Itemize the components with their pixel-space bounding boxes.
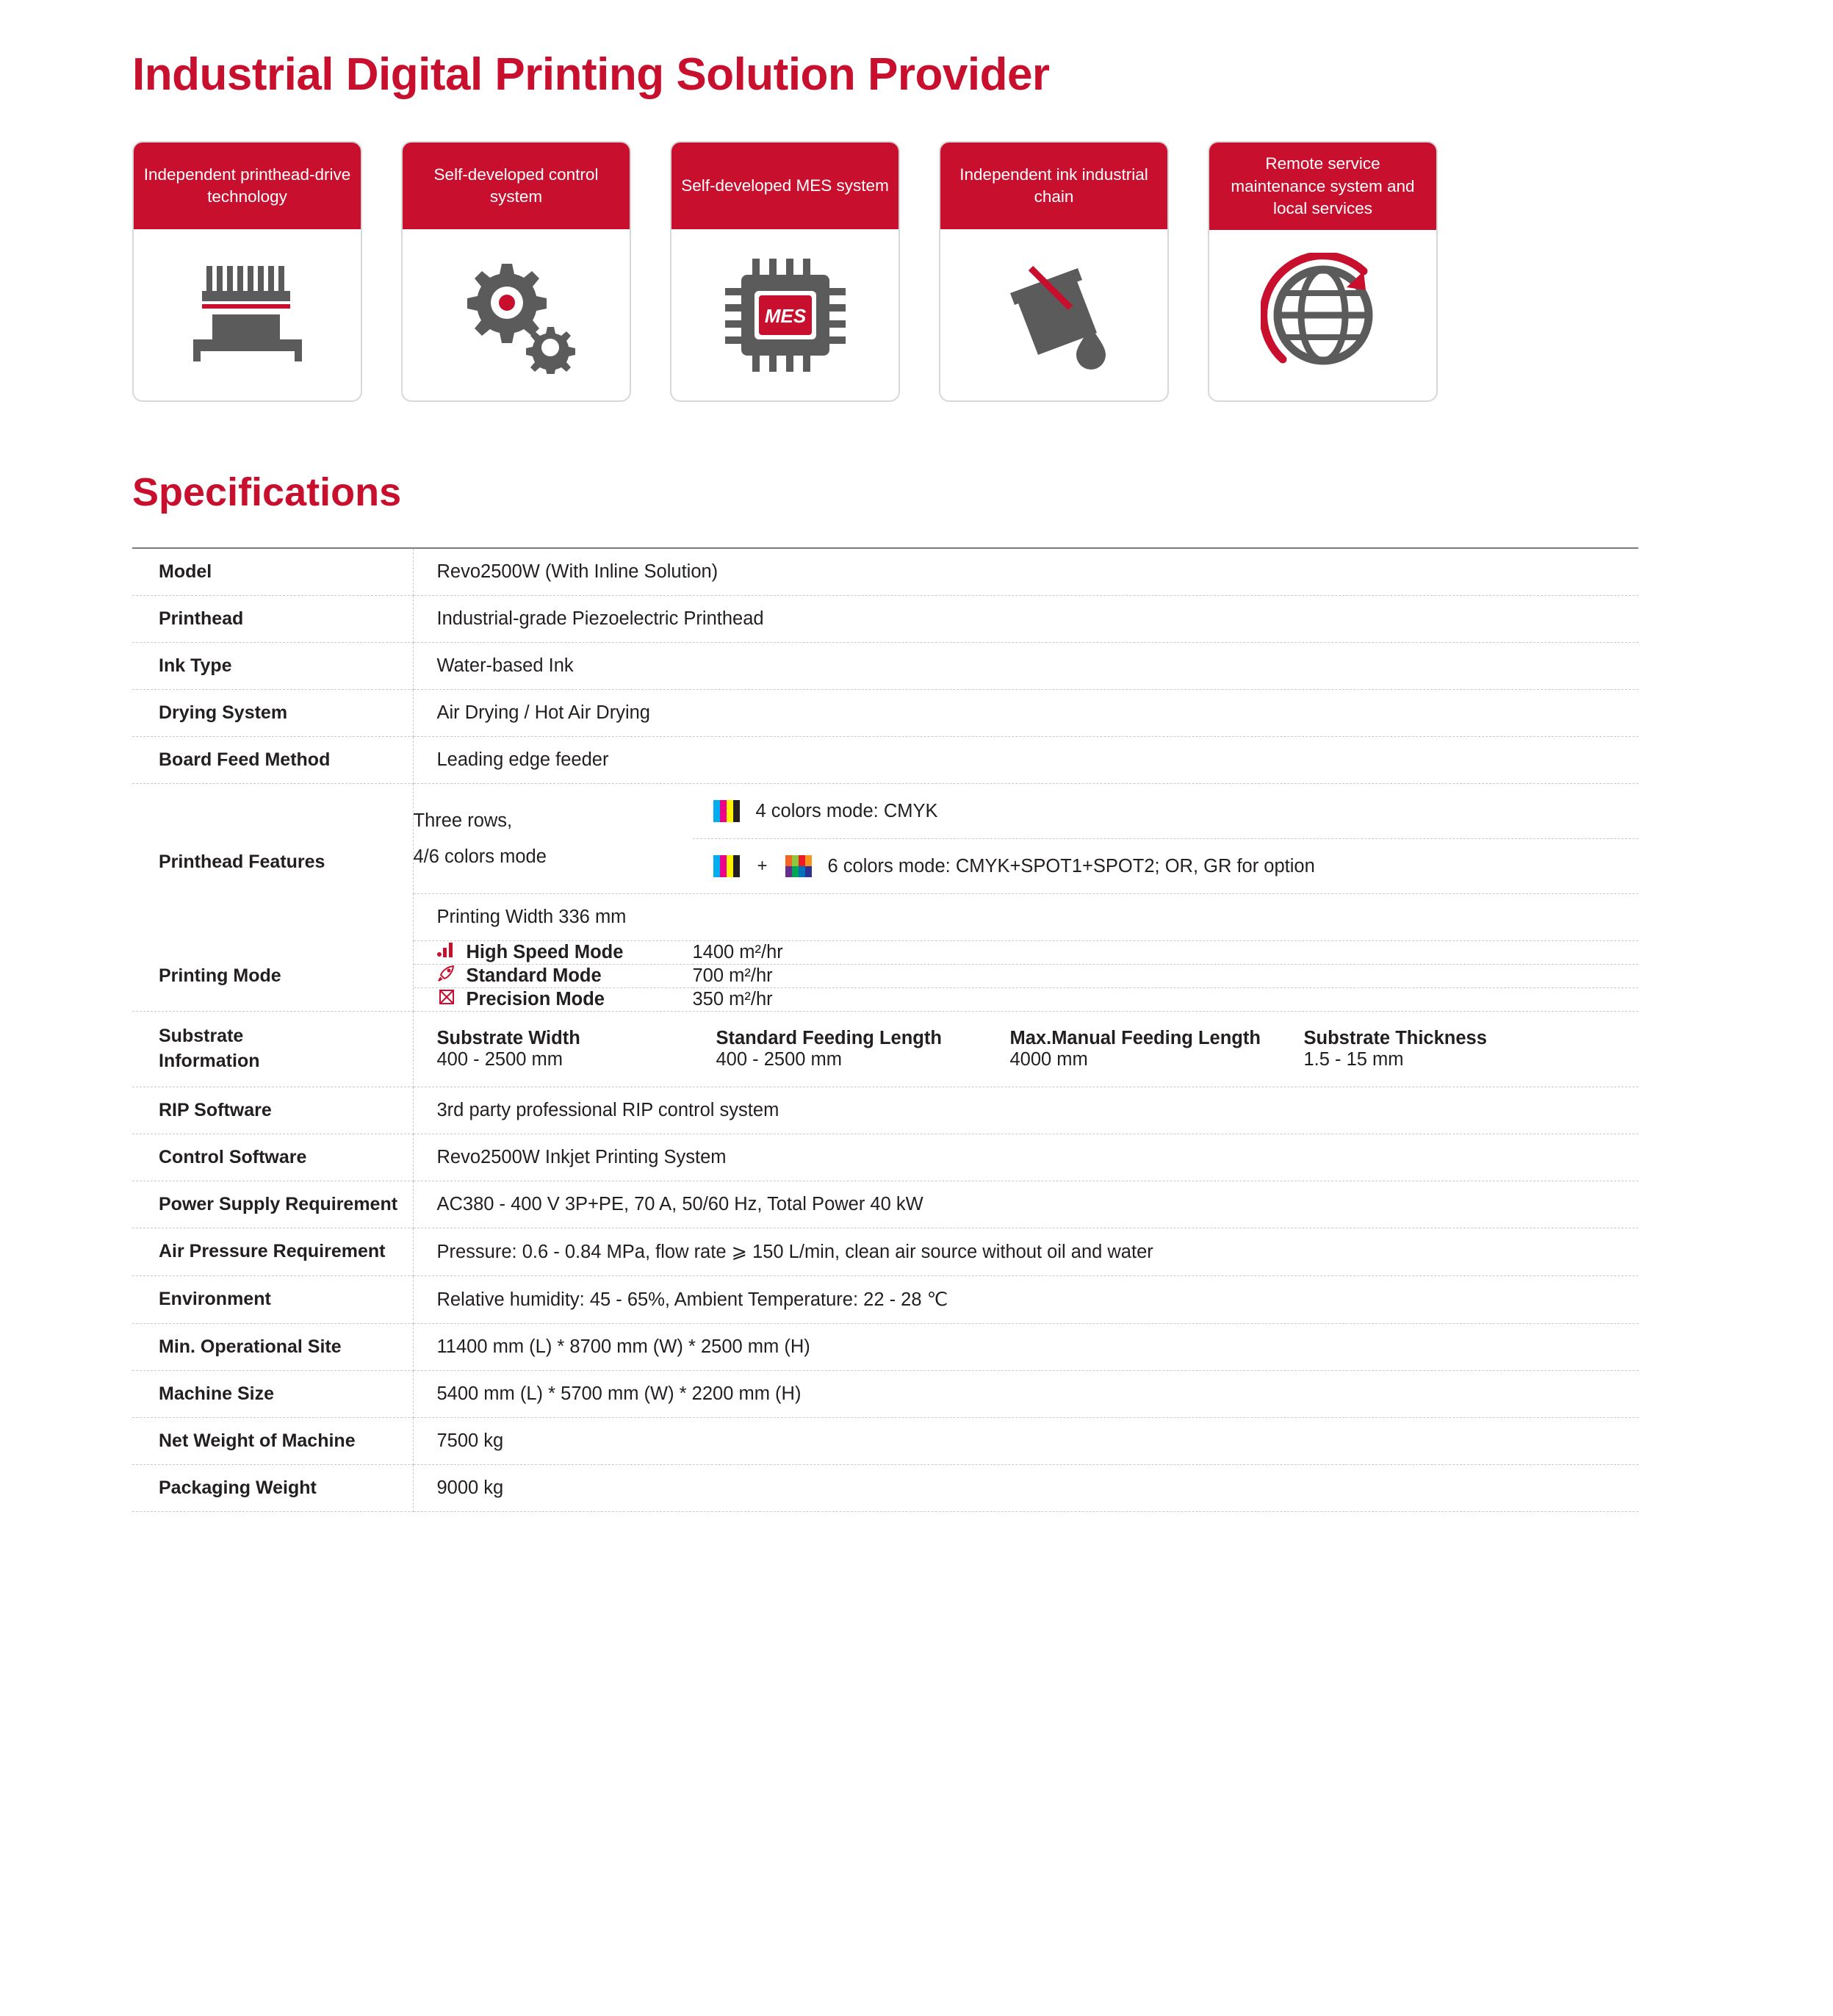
row-label: Ink Type bbox=[132, 643, 413, 690]
row-label: Min. Operational Site bbox=[132, 1323, 413, 1370]
feature-card-control-system bbox=[401, 141, 631, 402]
plus-sign: + bbox=[757, 856, 768, 876]
printing-mode-item bbox=[414, 941, 1639, 965]
printing-mode-value: 700 m²/hr bbox=[692, 965, 773, 987]
printing-mode-name-cell bbox=[414, 988, 693, 1012]
table-row bbox=[132, 1134, 1638, 1181]
globe-icon bbox=[1209, 230, 1436, 400]
printing-width-value: Printing Width 336 mm bbox=[413, 894, 1638, 941]
color-mode-4 bbox=[693, 784, 1639, 839]
row-label: Power Supply Requirement bbox=[132, 1181, 413, 1228]
table-row bbox=[132, 690, 1638, 737]
page-title: Industrial Digital Printing Solution Provider bbox=[132, 49, 1050, 100]
row-label: Net Weight of Machine bbox=[132, 1417, 413, 1464]
printing-mode-name: Precision Mode bbox=[466, 989, 605, 1010]
table-row bbox=[132, 1417, 1638, 1464]
feature-card-title: Self-developed MES system bbox=[671, 143, 899, 229]
table-row bbox=[132, 1228, 1638, 1275]
printing-mode-name: Standard Mode bbox=[466, 965, 602, 987]
printhead-colors-line: 4/6 colors mode bbox=[413, 846, 547, 867]
color-mode-4-label: 4 colors mode: CMYK bbox=[755, 800, 938, 821]
rocket-icon bbox=[437, 965, 456, 987]
table-row bbox=[132, 1087, 1638, 1134]
ink-bucket-icon bbox=[940, 229, 1167, 400]
specifications-title: Specifications bbox=[132, 470, 402, 515]
row-label bbox=[132, 1012, 413, 1087]
table-row bbox=[132, 1370, 1638, 1417]
svg-text:MES: MES bbox=[764, 304, 806, 327]
feature-card-title: Self-developed control system bbox=[403, 143, 630, 229]
row-value: Air Drying / Hot Air Drying bbox=[413, 690, 1638, 737]
row-label: Environment bbox=[132, 1275, 413, 1323]
printhead-rows-line: Three rows, bbox=[413, 810, 513, 832]
row-value: 3rd party professional RIP control system bbox=[413, 1087, 1638, 1134]
row-label: Printing Mode bbox=[132, 941, 413, 1012]
table-row-printhead-features bbox=[132, 784, 1638, 894]
substrate-header-cell: Max.Manual Feeding Length bbox=[1009, 1027, 1261, 1048]
table-row bbox=[132, 643, 1638, 690]
row-label: Packaging Weight bbox=[132, 1464, 413, 1511]
feature-card-ink-industrial-chain bbox=[939, 141, 1169, 402]
row-value: 9000 kg bbox=[413, 1464, 1638, 1511]
printing-mode-value: 1400 m²/hr bbox=[692, 942, 783, 963]
substrate-value-cell: 400 - 2500 mm bbox=[436, 1048, 563, 1070]
row-value: Industrial-grade Piezoelectric Printhead bbox=[413, 596, 1638, 643]
table-row bbox=[132, 1181, 1638, 1228]
printing-mode-value: 350 m²/hr bbox=[692, 989, 773, 1010]
cmyk-swatch-icon bbox=[713, 855, 740, 877]
color-mode-6-label: 6 colors mode: CMYK+SPOT1+SPOT2; OR, GR for option bbox=[827, 855, 1315, 876]
feature-card-title: Independent printhead-drive technology bbox=[134, 143, 361, 229]
precision-icon bbox=[437, 988, 456, 1011]
row-value: Water-based Ink bbox=[413, 643, 1638, 690]
substrate-value-row bbox=[414, 1049, 1639, 1070]
printhead-features-block bbox=[413, 784, 1638, 894]
row-value: Pressure: 0.6 - 0.84 MPa, flow rate ⩾ 150 L/min, clean air source without oil and water bbox=[413, 1228, 1638, 1275]
printing-mode-name: High Speed Mode bbox=[466, 942, 624, 963]
color-mode-6 bbox=[693, 839, 1639, 893]
table-row bbox=[132, 1323, 1638, 1370]
row-label: Drying System bbox=[132, 690, 413, 737]
cmyk-swatch-icon bbox=[713, 800, 740, 822]
feature-card-mes-system bbox=[670, 141, 900, 402]
substrate-header-cell: Substrate Thickness bbox=[1303, 1027, 1487, 1048]
color-mode-list bbox=[693, 784, 1639, 893]
feature-card-remote-service bbox=[1208, 141, 1438, 402]
gears-icon bbox=[403, 229, 630, 400]
row-label: Printhead Features bbox=[132, 784, 413, 941]
row-label: Board Feed Method bbox=[132, 737, 413, 784]
feature-card-title: Independent ink industrial chain bbox=[940, 143, 1167, 229]
spot-swatch-icon bbox=[785, 855, 812, 877]
substrate-value-cell: 400 - 2500 mm bbox=[716, 1048, 843, 1070]
row-value: Revo2500W Inkjet Printing System bbox=[413, 1134, 1638, 1181]
substrate-block bbox=[413, 1012, 1638, 1087]
substrate-value-cell: 1.5 - 15 mm bbox=[1303, 1048, 1404, 1070]
table-row bbox=[132, 1275, 1638, 1323]
row-label: Air Pressure Requirement bbox=[132, 1228, 413, 1275]
substrate-header-cell: Substrate Width bbox=[436, 1027, 580, 1048]
feature-card-printhead-drive-technology bbox=[132, 141, 362, 402]
substrate-label-line2: Information bbox=[159, 1050, 260, 1071]
row-value: 11400 mm (L) * 8700 mm (W) * 2500 mm (H) bbox=[413, 1323, 1638, 1370]
row-value: Relative humidity: 45 - 65%, Ambient Temperature: 22 - 28 ℃ bbox=[413, 1275, 1638, 1323]
row-label: RIP Software bbox=[132, 1087, 413, 1134]
row-label: Model bbox=[132, 548, 413, 596]
substrate-label-line1: Substrate bbox=[159, 1026, 244, 1047]
printhead-mode-text bbox=[414, 784, 693, 893]
row-label: Control Software bbox=[132, 1134, 413, 1181]
row-value: 5400 mm (L) * 5700 mm (W) * 2200 mm (H) bbox=[413, 1370, 1638, 1417]
table-row bbox=[132, 548, 1638, 596]
printing-mode-item bbox=[414, 988, 1639, 1012]
table-row bbox=[132, 737, 1638, 784]
substrate-header-row bbox=[414, 1028, 1639, 1049]
feature-card-list bbox=[132, 141, 1701, 402]
substrate-header-cell: Standard Feeding Length bbox=[716, 1027, 942, 1048]
printing-mode-name-cell bbox=[414, 941, 693, 965]
row-label: Printhead bbox=[132, 596, 413, 643]
mes-chip-icon bbox=[671, 229, 899, 400]
table-row-printing-mode bbox=[132, 941, 1638, 1012]
specifications-table bbox=[132, 547, 1638, 1512]
row-label: Machine Size bbox=[132, 1370, 413, 1417]
row-value: Revo2500W (With Inline Solution) bbox=[413, 548, 1638, 596]
printhead-icon bbox=[134, 229, 361, 400]
row-value: 7500 kg bbox=[413, 1417, 1638, 1464]
substrate-value-cell: 4000 mm bbox=[1009, 1048, 1088, 1070]
printing-mode-name-cell bbox=[414, 965, 693, 988]
row-value: Leading edge feeder bbox=[413, 737, 1638, 784]
printing-mode-block bbox=[413, 941, 1638, 1012]
bar-chart-icon bbox=[437, 941, 456, 964]
printing-mode-item bbox=[414, 965, 1639, 988]
feature-card-title: Remote service maintenance system and local services bbox=[1209, 143, 1436, 230]
table-row-substrate-information bbox=[132, 1012, 1638, 1087]
table-row bbox=[132, 596, 1638, 643]
row-value: AC380 - 400 V 3P+PE, 70 A, 50/60 Hz, Total Power 40 kW bbox=[413, 1181, 1638, 1228]
table-row bbox=[132, 1464, 1638, 1511]
